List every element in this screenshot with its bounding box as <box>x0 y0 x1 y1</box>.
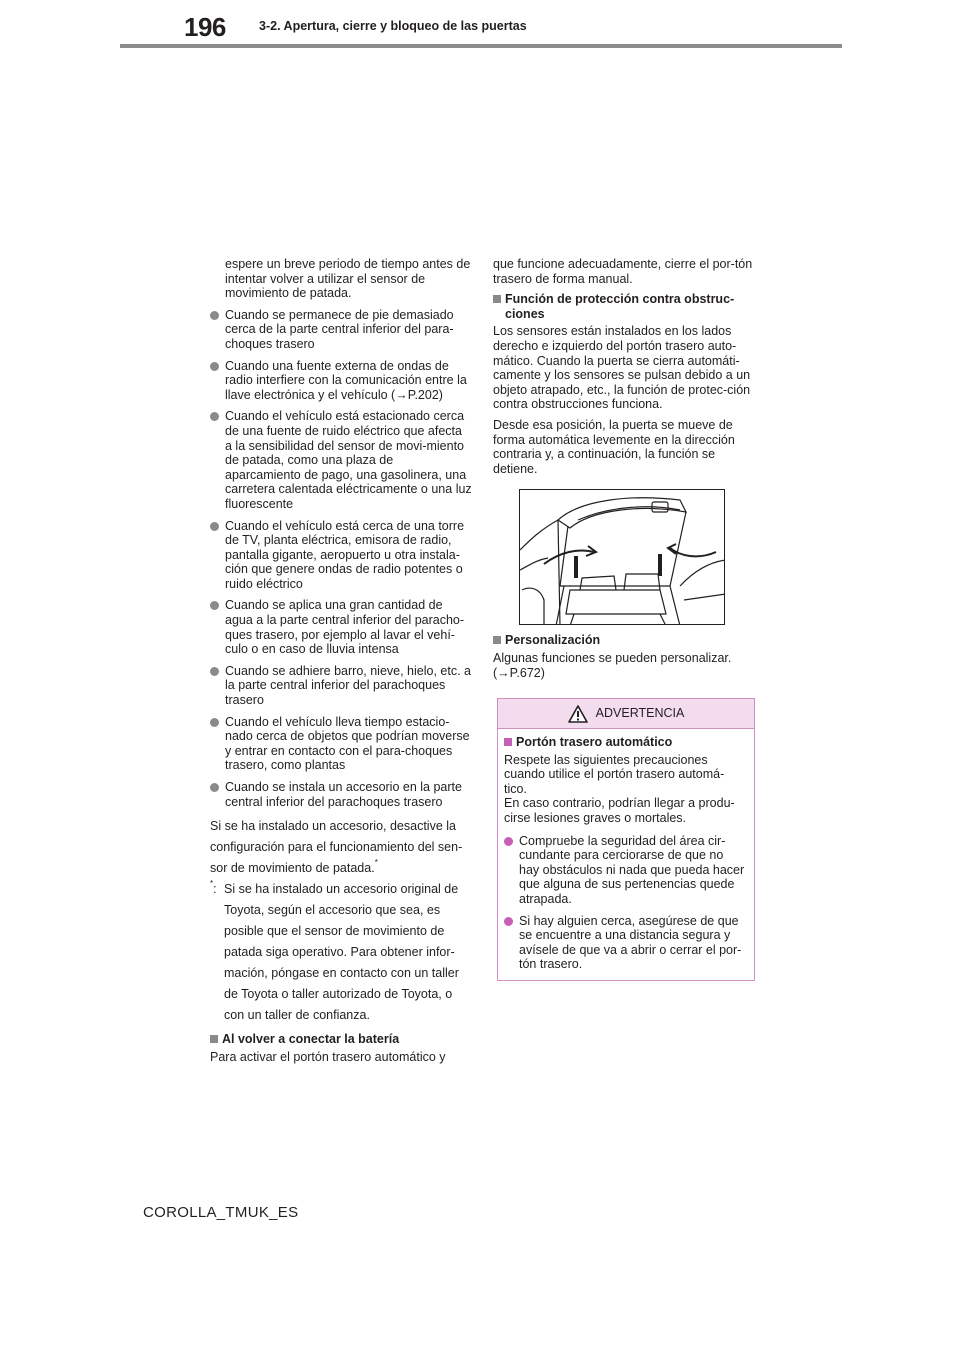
protection-text-2: Desde esa posición, la puerta se mueve de forma automática levemente en la dirección contraria y, a continuación, la función se detiene. <box>493 417 735 476</box>
header-rule <box>120 44 842 48</box>
footnote-mark: *: <box>210 879 217 897</box>
bullet-icon <box>210 601 219 610</box>
list-item: Cuando se permanece de pie demasiado cerca de la parte central inferior del para-choques trasero <box>210 308 472 352</box>
tailgate-illustration <box>519 489 725 625</box>
list-item: Cuando se instala un accesorio en la parte central inferior del parachoques trasero <box>210 780 472 809</box>
accessory-note: Si se ha instalado un accesorio, desactive la configuración para el funcionamiento del sen-sor de movimiento de patada.* <box>210 819 463 876</box>
personalization-heading: Personalización <box>493 633 755 648</box>
footnote <box>210 879 472 1026</box>
warning-body <box>498 729 754 980</box>
warning-heading: Portón trasero automático <box>504 735 746 750</box>
bullet-icon <box>210 718 219 727</box>
bullet-icon <box>210 311 219 320</box>
battery-heading: Al volver a conectar la batería <box>210 1032 472 1047</box>
protection-heading: Función de protección contra obstruc-ciones <box>493 292 755 321</box>
left-column <box>210 257 472 1070</box>
warning-triangle-icon <box>568 705 588 723</box>
section-square-icon <box>493 295 501 303</box>
protection-text: Los sensores están instalados en los lados derecho e izquierdo del portón trasero auto-mático. Cuando la puerta se cierra automáti-camente y los sensores se pulsan debido a un objeto atrapado, etc., la función de protec-ción contra obstrucciones funciona. <box>493 324 751 412</box>
bullet-icon <box>210 522 219 531</box>
warning-title: ADVERTENCIA <box>595 706 685 721</box>
bullet-icon <box>210 412 219 421</box>
section-square-icon <box>504 738 512 746</box>
warning-box <box>497 698 755 981</box>
bullet-icon <box>210 667 219 676</box>
bullet-icon <box>210 362 219 371</box>
bullet-icon <box>210 783 219 792</box>
warning-consequence: En caso contrario, podrían llegar a produ-cirse lesiones graves o mortales. <box>504 796 735 826</box>
tailgate-sensors-drawing <box>520 490 725 625</box>
section-square-icon <box>493 636 501 644</box>
footnote-reference: * <box>374 858 378 868</box>
bullet-icon <box>504 837 513 846</box>
battery-continuation: que funcione adecuadamente, cierre el por-tón trasero de forma manual. <box>493 257 753 286</box>
page-number: 196 <box>184 12 226 42</box>
section-title: 3-2. Apertura, cierre y bloqueo de las puertas <box>259 19 527 33</box>
list-item: Cuando una fuente externa de ondas de radio interfiere con la comunicación entre la llave electrónica y el vehículo (→P.202) <box>210 359 472 403</box>
list-item: Compruebe la seguridad del área cir-cundante para cerciorarse de que no hay obstáculos ni nada que pueda hacer que alguna de sus pertenencias quede atrapada. <box>504 834 746 907</box>
warning-header <box>498 699 754 729</box>
footnote-text: Si se ha instalado un accesorio original de Toyota, según el accesorio que sea, es posible que el sensor de movimiento de patada siga operativo. Para obtener infor-mación, póngase en contacto con un taller de Toyota o taller autorizado de Toyota, o con un taller de confianza. <box>224 882 459 1023</box>
battery-text: Para activar el portón trasero automático y <box>210 1049 446 1064</box>
list-item: Cuando el vehículo lleva tiempo estacio-nado cerca de objetos que podrían moverse y entrar en contacto con el para-choques trasero, como plantas <box>210 715 472 773</box>
document-code: COROLLA_TMUK_ES <box>143 1204 299 1221</box>
intro-continuation: espere un breve periodo de tiempo antes de intentar volver a utilizar el sensor de movimiento de patada. <box>225 257 471 301</box>
right-column <box>493 257 755 981</box>
warning-intro: Respete las siguientes precauciones cuando utilice el portón trasero automá-tico. <box>504 752 725 796</box>
list-item: Si hay alguien cerca, asegúrese de que se encuentre a una distancia segura y avísele de que va a abrir o cerrar el por-tón trasero. <box>504 914 746 972</box>
personalization-text: Algunas funciones se pueden personalizar. (→P.672) <box>493 650 732 680</box>
list-item: Cuando el vehículo está estacionado cerca de una fuente de ruido eléctrico que afecta a la sensibilidad del sensor de movi-miento de patada, como una plaza de aparcamiento de pago, una gasolinera, una carretera calentada eléctricamente o una luz fluorescente <box>210 409 472 511</box>
bullet-icon <box>504 917 513 926</box>
list-item: Cuando el vehículo está cerca de una torre de TV, planta eléctrica, emisora de radio, pantalla gigante, aeropuerto u otra instala-ción que genere ondas de radio potentes o ruido eléctrico <box>210 519 472 592</box>
list-item: Cuando se adhiere barro, nieve, hielo, etc. a la parte central inferior del parachoques trasero <box>210 664 472 708</box>
list-item: Cuando se aplica una gran cantidad de agua a la parte central inferior del paracho-ques trasero, por ejemplo al lavar el vehí-culo o en caso de lluvia intensa <box>210 598 472 656</box>
section-square-icon <box>210 1035 218 1043</box>
